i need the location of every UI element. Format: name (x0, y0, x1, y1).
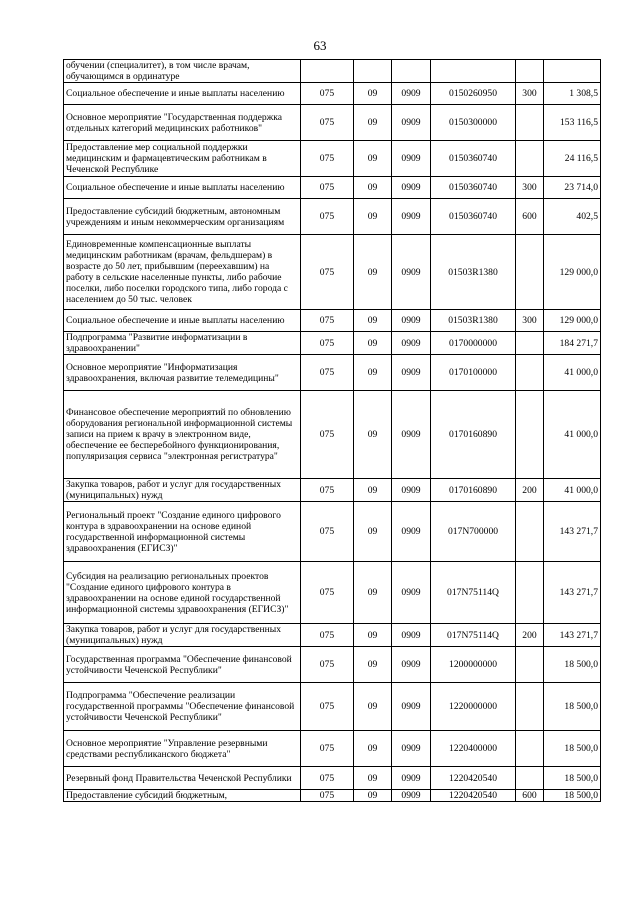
table-row (64, 199, 601, 235)
row-gr: 075 (301, 502, 354, 562)
row-sum: 41 000,0 (544, 479, 601, 502)
budget-table (63, 59, 601, 802)
row-sum: 153 116,5 (544, 105, 601, 141)
row-sum: 143 271,7 (544, 624, 601, 647)
row-vr: 300 (516, 83, 544, 105)
row-sum: 1 308,5 (544, 83, 601, 105)
table-row (64, 141, 601, 177)
row-csr: 0150360740 (431, 199, 516, 235)
table-row (64, 332, 601, 355)
row-gr: 075 (301, 562, 354, 624)
row-vr (516, 767, 544, 790)
row-prz: 0909 (392, 731, 431, 767)
row-vr (516, 502, 544, 562)
row-csr: 0150300000 (431, 105, 516, 141)
row-gr: 075 (301, 332, 354, 355)
row-name: Резервный фонд Правительства Чеченской Республики (64, 767, 301, 790)
row-name: Основное мероприятие "Управление резервными средствами республиканского бюджета" (64, 731, 301, 767)
row-rz: 09 (354, 562, 392, 624)
row-name: Закупка товаров, работ и услуг для государственных (муниципальных) нужд (64, 479, 301, 502)
table-row (64, 177, 601, 199)
row-sum: 24 116,5 (544, 141, 601, 177)
row-prz: 0909 (392, 683, 431, 731)
row-prz: 0909 (392, 83, 431, 105)
row-name: Предоставление субсидий бюджетным, (64, 790, 301, 802)
row-rz: 09 (354, 767, 392, 790)
row-rz: 09 (354, 683, 392, 731)
row-rz: 09 (354, 177, 392, 199)
row-gr: 075 (301, 647, 354, 683)
row-name: обучении (специалитет), в том числе врачам, обучающимся в ординатуре (64, 60, 301, 83)
row-gr: 075 (301, 141, 354, 177)
table-body (64, 60, 601, 802)
row-csr: 017N75114Q (431, 624, 516, 647)
table-row (64, 83, 601, 105)
row-csr: 0170000000 (431, 332, 516, 355)
row-rz: 09 (354, 105, 392, 141)
table-row (64, 355, 601, 391)
table-row (64, 647, 601, 683)
row-rz: 09 (354, 199, 392, 235)
row-vr: 200 (516, 624, 544, 647)
row-rz: 09 (354, 391, 392, 479)
row-prz: 0909 (392, 310, 431, 332)
row-name: Предоставление субсидий бюджетным, автономным учреждениям и иным некоммерческим организациям (64, 199, 301, 235)
row-csr: 0170160890 (431, 391, 516, 479)
row-gr: 075 (301, 177, 354, 199)
row-gr: 075 (301, 199, 354, 235)
row-sum: 18 500,0 (544, 731, 601, 767)
row-gr: 075 (301, 235, 354, 310)
row-rz: 09 (354, 624, 392, 647)
row-vr (516, 235, 544, 310)
row-csr: 1220400000 (431, 731, 516, 767)
row-gr: 075 (301, 391, 354, 479)
row-prz: 0909 (392, 105, 431, 141)
row-gr: 075 (301, 355, 354, 391)
row-gr: 075 (301, 624, 354, 647)
row-csr: 017N700000 (431, 502, 516, 562)
row-name: Основное мероприятие "Государственная поддержка отдельных категорий медицинских работников" (64, 105, 301, 141)
row-prz: 0909 (392, 767, 431, 790)
row-vr: 200 (516, 479, 544, 502)
row-prz: 0909 (392, 355, 431, 391)
row-vr: 600 (516, 790, 544, 802)
row-csr: 0150260950 (431, 83, 516, 105)
row-sum: 143 271,7 (544, 562, 601, 624)
row-sum: 41 000,0 (544, 355, 601, 391)
row-sum: 18 500,0 (544, 790, 601, 802)
row-prz: 0909 (392, 790, 431, 802)
row-prz: 0909 (392, 479, 431, 502)
row-prz: 0909 (392, 141, 431, 177)
row-prz: 0909 (392, 391, 431, 479)
row-rz: 09 (354, 502, 392, 562)
row-sum: 18 500,0 (544, 767, 601, 790)
table-row (64, 624, 601, 647)
row-name: Социальное обеспечение и иные выплаты населению (64, 177, 301, 199)
row-csr: 0170160890 (431, 479, 516, 502)
table-row (64, 310, 601, 332)
table-row (64, 60, 601, 83)
table-row (64, 731, 601, 767)
row-rz: 09 (354, 332, 392, 355)
row-name: Субсидия на реализацию региональных проектов "Создание единого цифрового контура в здравоохранении на основе единой государственной информационной системы здравоохранения (ЕГИСЗ)" (64, 562, 301, 624)
row-csr: 1220420540 (431, 790, 516, 802)
row-name: Финансовое обеспечение мероприятий по обновлению оборудования региональной информационной системы записи на прием к врачу в электронном виде, обеспечение ее бесперебойного функционирования, популяризация сервиса "электронная регистратура" (64, 391, 301, 479)
row-name: Социальное обеспечение и иные выплаты населению (64, 83, 301, 105)
row-prz: 0909 (392, 624, 431, 647)
row-vr (516, 141, 544, 177)
row-name: Единовременные компенсационные выплаты медицинским работникам (врачам, фельдшерам) в возрасте до 50 лет, прибывшим (переехавшим) на работу в сельские населенные пункты, либо рабочие поселки, либо поселки городского типа, либо города с населением до 50 тыс. человек (64, 235, 301, 310)
row-sum: 143 271,7 (544, 502, 601, 562)
row-rz (354, 60, 392, 83)
row-prz: 0909 (392, 647, 431, 683)
row-sum: 18 500,0 (544, 683, 601, 731)
row-name: Основное мероприятие "Информатизация здравоохранения, включая развитие телемедицины" (64, 355, 301, 391)
row-sum: 23 714,0 (544, 177, 601, 199)
row-vr (516, 683, 544, 731)
row-csr: 0150360740 (431, 177, 516, 199)
row-name: Закупка товаров, работ и услуг для государственных (муниципальных) нужд (64, 624, 301, 647)
row-rz: 09 (354, 790, 392, 802)
table-row (64, 391, 601, 479)
row-sum: 129 000,0 (544, 310, 601, 332)
row-rz: 09 (354, 141, 392, 177)
table-row (64, 767, 601, 790)
row-gr: 075 (301, 683, 354, 731)
row-csr: 01503R1380 (431, 310, 516, 332)
table-row (64, 105, 601, 141)
row-gr: 075 (301, 731, 354, 767)
row-prz (392, 60, 431, 83)
row-name: Предоставление мер социальной поддержки медицинским и фармацевтическим работникам в Чеченской Республике (64, 141, 301, 177)
row-rz: 09 (354, 479, 392, 502)
row-csr (431, 60, 516, 83)
row-sum (544, 60, 601, 83)
row-prz: 0909 (392, 199, 431, 235)
row-gr: 075 (301, 83, 354, 105)
row-prz: 0909 (392, 177, 431, 199)
row-sum: 129 000,0 (544, 235, 601, 310)
row-rz: 09 (354, 355, 392, 391)
row-rz: 09 (354, 310, 392, 332)
page-number: 63 (313, 38, 327, 53)
row-csr: 0150360740 (431, 141, 516, 177)
row-vr (516, 355, 544, 391)
row-sum: 184 271,7 (544, 332, 601, 355)
row-csr: 01503R1380 (431, 235, 516, 310)
row-vr (516, 332, 544, 355)
row-prz: 0909 (392, 562, 431, 624)
row-vr: 300 (516, 310, 544, 332)
row-sum: 41 000,0 (544, 391, 601, 479)
row-gr: 075 (301, 479, 354, 502)
row-gr: 075 (301, 310, 354, 332)
row-prz: 0909 (392, 235, 431, 310)
row-rz: 09 (354, 83, 392, 105)
row-vr (516, 105, 544, 141)
row-vr (516, 731, 544, 767)
row-vr (516, 60, 544, 83)
row-vr (516, 647, 544, 683)
table-row (64, 790, 601, 802)
row-rz: 09 (354, 731, 392, 767)
row-sum: 402,5 (544, 199, 601, 235)
row-name: Подпрограмма "Обеспечение реализации государственной программы "Обеспечение финансовой устойчивости Чеченской Республики" (64, 683, 301, 731)
row-gr: 075 (301, 767, 354, 790)
row-vr: 600 (516, 199, 544, 235)
row-csr: 1200000000 (431, 647, 516, 683)
row-prz: 0909 (392, 502, 431, 562)
row-name: Социальное обеспечение и иные выплаты населению (64, 310, 301, 332)
row-csr: 0170100000 (431, 355, 516, 391)
table-row (64, 683, 601, 731)
table-row (64, 562, 601, 624)
row-vr (516, 391, 544, 479)
row-rz: 09 (354, 235, 392, 310)
table-row (64, 235, 601, 310)
row-gr: 075 (301, 105, 354, 141)
row-gr (301, 60, 354, 83)
row-csr: 017N75114Q (431, 562, 516, 624)
row-name: Подпрограмма "Развитие информатизации в здравоохранении" (64, 332, 301, 355)
row-csr: 1220000000 (431, 683, 516, 731)
table-row (64, 502, 601, 562)
row-prz: 0909 (392, 332, 431, 355)
row-sum: 18 500,0 (544, 647, 601, 683)
row-gr: 075 (301, 790, 354, 802)
row-vr (516, 562, 544, 624)
row-name: Государственная программа "Обеспечение финансовой устойчивости Чеченской Республики" (64, 647, 301, 683)
row-rz: 09 (354, 647, 392, 683)
row-name: Региональный проект "Создание единого цифрового контура в здравоохранении на основе единой государственной информационной системы здравоохранения (ЕГИСЗ)" (64, 502, 301, 562)
row-vr: 300 (516, 177, 544, 199)
row-csr: 1220420540 (431, 767, 516, 790)
table-row (64, 479, 601, 502)
